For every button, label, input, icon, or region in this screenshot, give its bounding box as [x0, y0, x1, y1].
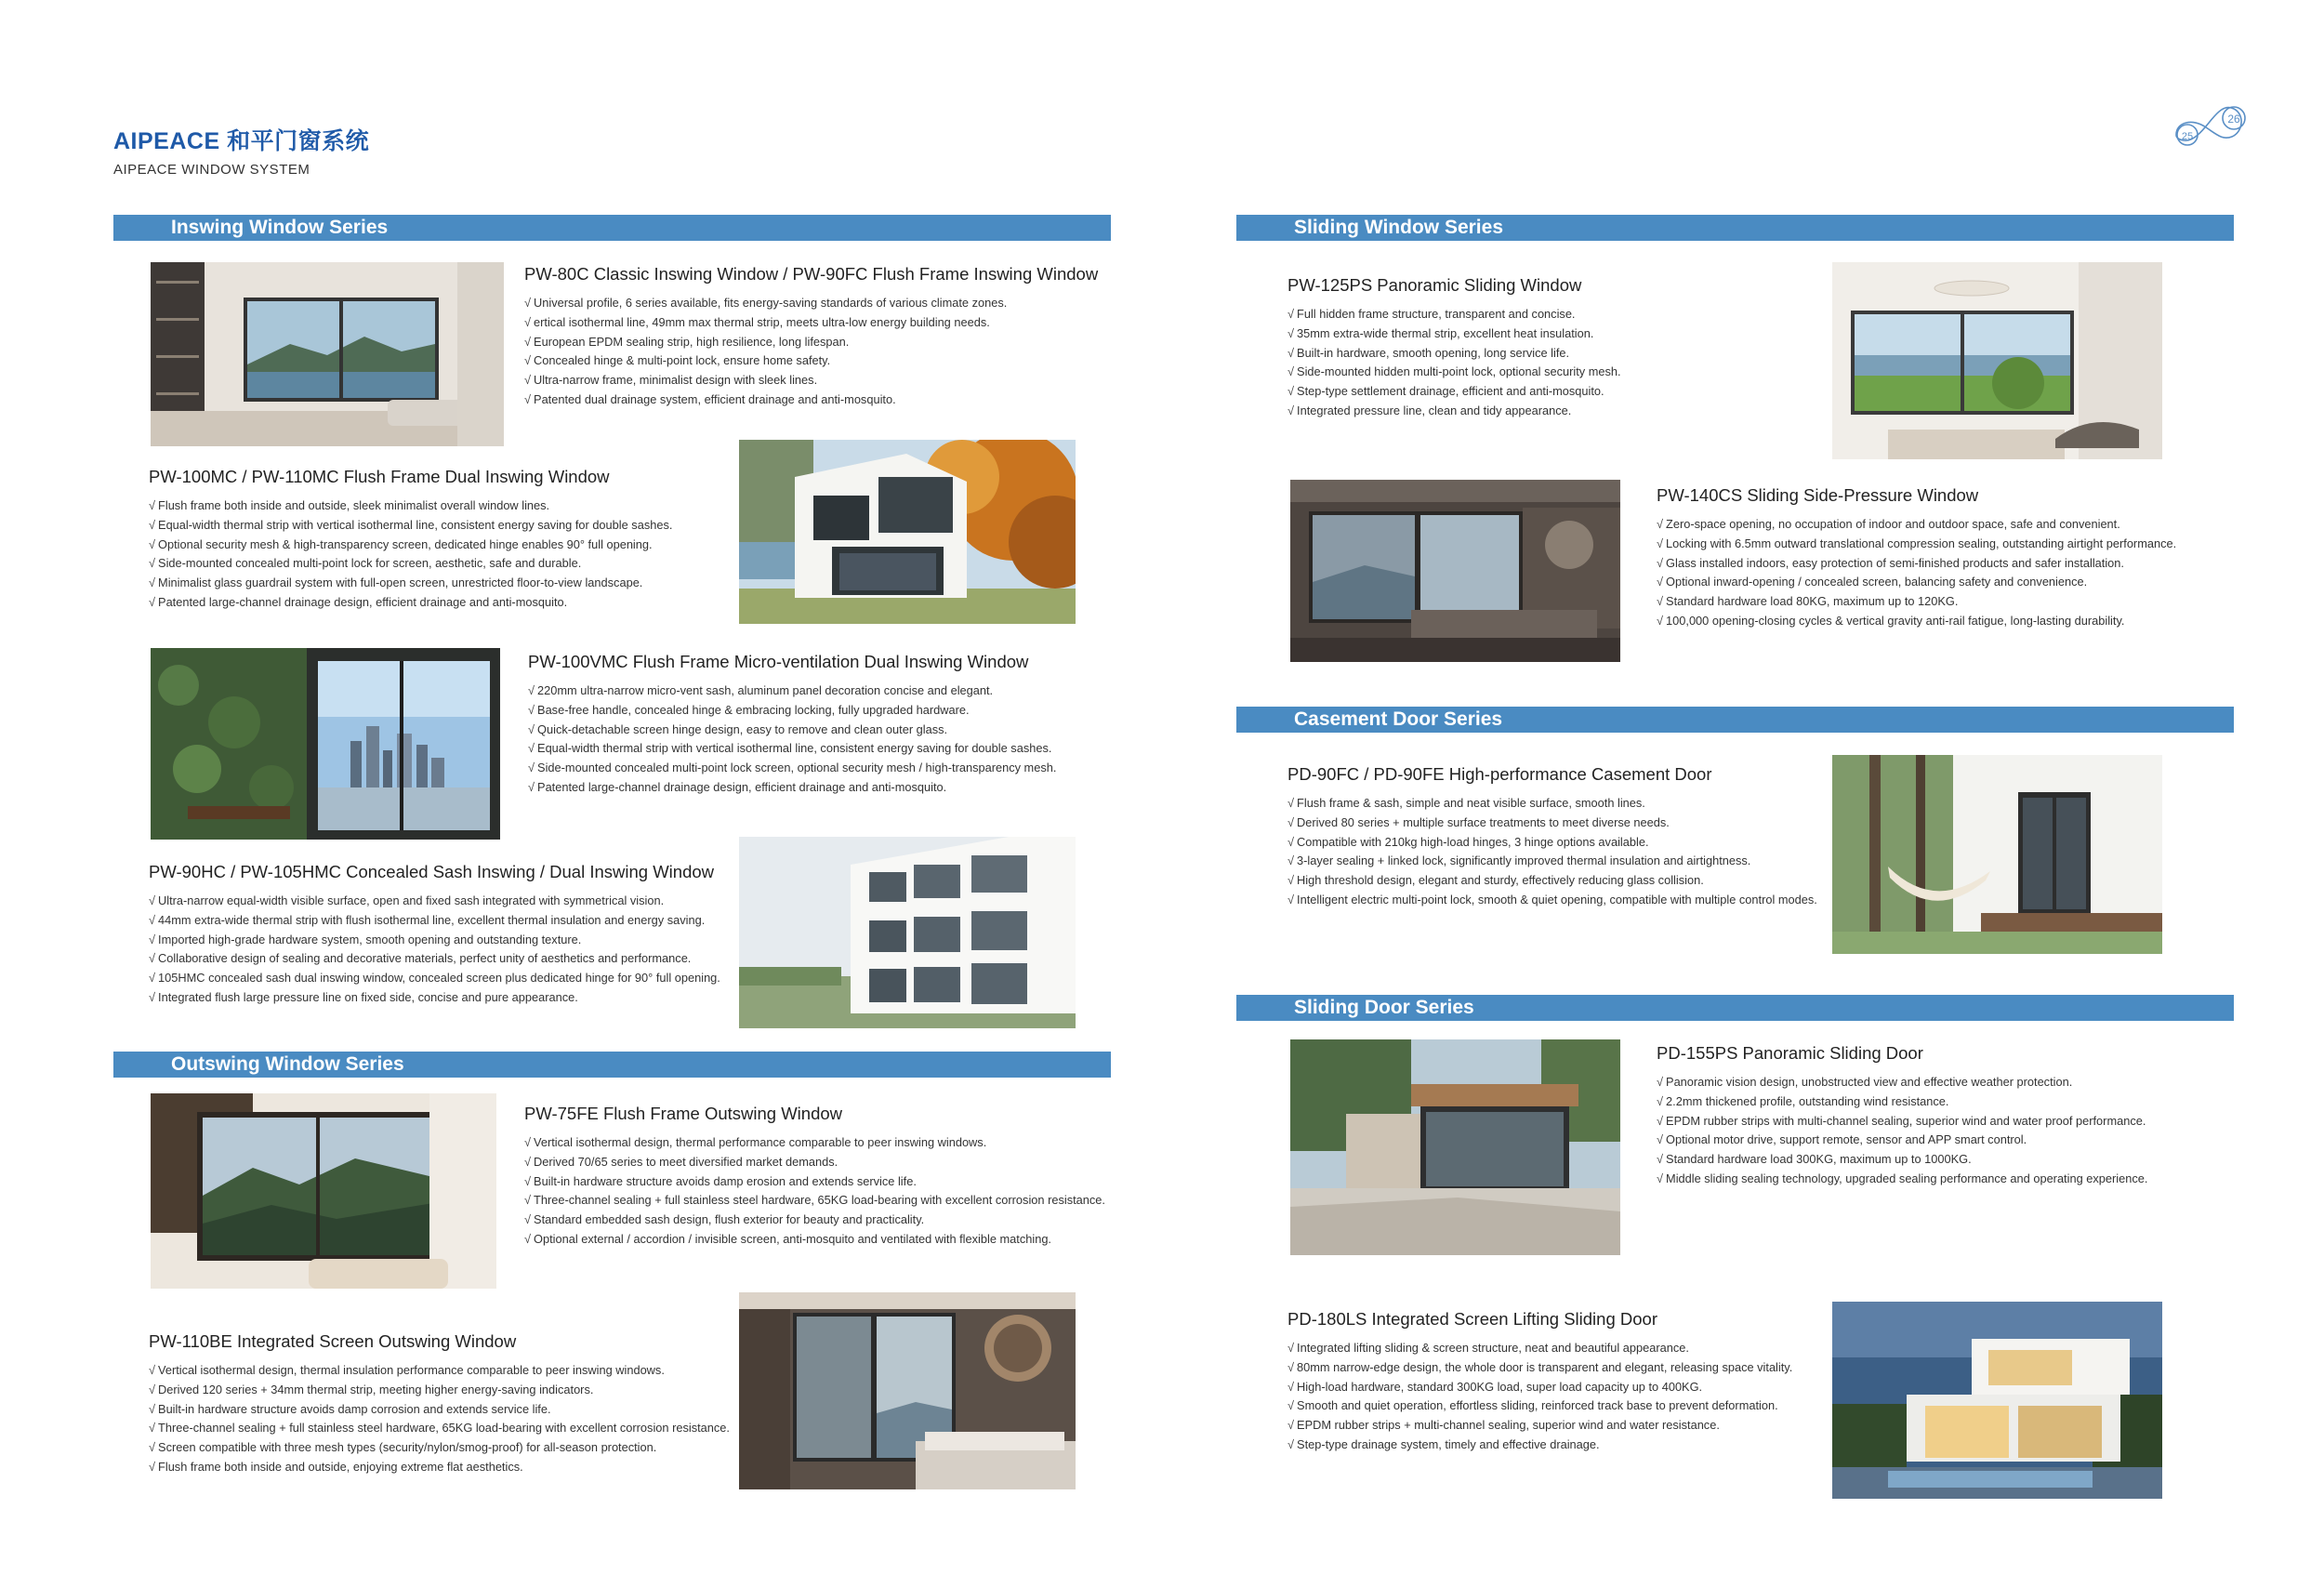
check-icon: √ — [149, 556, 156, 571]
feature-item — [149, 1361, 730, 1381]
check-icon: √ — [149, 1382, 156, 1396]
feature-item — [524, 1191, 1119, 1211]
feature-item — [149, 1400, 730, 1420]
feature-text: Screen compatible with three mesh types (security/nylon/smog-proof) for all-season protection. — [158, 1440, 657, 1455]
check-icon: √ — [149, 1401, 156, 1416]
feature-item — [524, 1211, 1119, 1230]
feature-item — [524, 313, 1098, 333]
feature-text: 35mm extra-wide thermal strip, excellent heat insulation. — [1297, 325, 1594, 340]
check-icon: √ — [524, 353, 532, 368]
check-icon: √ — [1287, 873, 1295, 888]
check-icon: √ — [1657, 575, 1664, 589]
photo-pw125ps-living-room — [1832, 262, 2162, 459]
product-title: PD-180LS Integrated Screen Lifting Sliding Door — [1287, 1309, 1657, 1329]
check-icon: √ — [149, 971, 156, 986]
feature-item — [528, 701, 1056, 721]
feature-text: Step-type settlement drainage, efficient and anti-mosquito. — [1297, 384, 1604, 399]
feature-text: Middle sliding sealing technology, upgraded sealing performance and operating experience. — [1666, 1171, 2148, 1185]
feature-text: Full hidden frame structure, transparent and concise. — [1297, 307, 1576, 321]
product-pw100mc — [149, 467, 672, 613]
feature-text: Flush frame both inside and outside, enjoying extreme flat aesthetics. — [158, 1459, 523, 1474]
check-icon: √ — [1287, 384, 1295, 399]
section-casement-door: Casement Door Series — [1236, 707, 2234, 733]
feature-text: Zero-space opening, no occupation of indoor and outdoor space, safe and convenient. — [1666, 517, 2120, 531]
feature-text: Optional external / accordion / invisible screen, anti-mosquito and ventilated with flexible matching. — [534, 1231, 1051, 1246]
check-icon: √ — [149, 932, 156, 946]
feature-item — [1287, 891, 1817, 910]
feature-list — [1287, 305, 1621, 421]
check-icon: √ — [524, 1193, 532, 1208]
check-icon: √ — [1287, 854, 1295, 868]
feature-item — [149, 969, 734, 988]
feature-text: High-load hardware, standard 300KG load, super load capacity up to 400KG. — [1297, 1379, 1703, 1394]
feature-list — [524, 294, 1098, 410]
feature-item — [1287, 814, 1817, 833]
photo-pw110be-bedroom — [739, 1292, 1076, 1489]
photo-pw100mc-house — [739, 440, 1076, 624]
feature-text: 105HMC concealed sash dual inswing window, concealed screen plus dedicated hinge for 90° full opening. — [158, 971, 720, 986]
feature-text: Side-mounted concealed multi-point lock for screen, aesthetic, safe and durable. — [158, 556, 582, 571]
check-icon: √ — [1657, 1171, 1664, 1185]
feature-item — [1657, 573, 2186, 592]
feature-item — [149, 536, 672, 555]
photo-pd155ps-house — [1290, 1039, 1620, 1255]
feature-text: Side-mounted hidden multi-point lock, optional security mesh. — [1297, 364, 1621, 379]
feature-item — [524, 333, 1098, 352]
feature-text: Integrated pressure line, clean and tidy appearance. — [1297, 403, 1572, 417]
feature-text: Panoramic vision design, unobstructed view and effective weather protection. — [1666, 1075, 2073, 1089]
feature-text: Patented large-channel drainage design, efficient drainage and anti-mosquito. — [537, 779, 947, 794]
photo-pw140cs-lounge — [1290, 480, 1620, 662]
logo-infinity-icon — [2172, 94, 2247, 155]
feature-item — [149, 911, 734, 931]
feature-text: Glass installed indoors, easy protection of semi-finished products and safer installation. — [1666, 555, 2124, 570]
product-title: PW-90HC / PW-105HMC Concealed Sash Inswing / Dual Inswing Window — [149, 862, 715, 881]
photo-pw90hc-building — [739, 837, 1076, 1028]
feature-text: Quick-detachable screen hinge design, easy to remove and clean outer glass. — [537, 721, 948, 736]
check-icon: √ — [524, 334, 532, 349]
feature-item — [1287, 344, 1621, 364]
feature-text: Equal-width thermal strip with vertical isothermal line, consistent energy saving for double sashes. — [158, 517, 673, 532]
feature-text: Locking with 6.5mm outward translational compression sealing, outstanding airtight performance. — [1666, 536, 2177, 550]
brand-title: AIPEACE 和平门窗系统 — [113, 128, 370, 154]
feature-item — [524, 294, 1098, 313]
feature-item — [149, 1458, 730, 1477]
check-icon: √ — [1287, 1359, 1295, 1374]
feature-item — [149, 931, 734, 950]
check-icon: √ — [149, 594, 156, 609]
feature-item — [524, 1133, 1119, 1153]
feature-text: Universal profile, 6 series available, fits energy-saving standards of various climate zones. — [534, 296, 1008, 310]
feature-text: EPDM rubber strips with multi-channel sealing, superior wind and water proof performance. — [1666, 1113, 2146, 1128]
feature-item — [1657, 1170, 2147, 1189]
feature-text: Three-channel sealing + full stainless steel hardware, 65KG load-bearing with excellent corrosion resistance. — [158, 1421, 730, 1436]
feature-text: Standard hardware load 300KG, maximum up to 1000KG. — [1666, 1152, 1972, 1167]
feature-item — [1657, 1150, 2147, 1170]
product-pw80c — [524, 264, 1098, 410]
feature-item — [528, 759, 1056, 778]
check-icon: √ — [149, 951, 156, 966]
feature-item — [1287, 402, 1621, 421]
feature-item — [1657, 554, 2186, 574]
feature-list — [528, 682, 1056, 798]
feature-text: 3-layer sealing + linked lock, significantly improved thermal insulation and airtightness. — [1297, 854, 1751, 868]
feature-text: Standard embedded sash design, flush exterior for beauty and practicality. — [534, 1212, 925, 1227]
check-icon: √ — [1287, 307, 1295, 321]
product-title: PD-90FC / PD-90FE High-performance Casement Door — [1287, 764, 1712, 784]
check-icon: √ — [149, 498, 156, 512]
check-icon: √ — [149, 989, 156, 1004]
feature-text: Optional inward-opening / concealed screen, balancing safety and convenience. — [1666, 575, 2088, 589]
feature-item — [1287, 794, 1817, 814]
check-icon: √ — [524, 1231, 532, 1246]
feature-text: Integrated lifting sliding & screen structure, neat and beautiful appearance. — [1297, 1341, 1689, 1355]
check-icon: √ — [528, 741, 535, 756]
check-icon: √ — [524, 1154, 532, 1169]
check-icon: √ — [524, 1173, 532, 1188]
feature-item — [149, 1381, 730, 1400]
feature-list — [1287, 794, 1817, 910]
feature-item — [524, 371, 1098, 390]
feature-item — [528, 682, 1056, 701]
check-icon: √ — [1657, 517, 1664, 531]
feature-text: 100,000 opening-closing cycles & vertical gravity anti-rail fatigue, long-lasting durability. — [1666, 613, 2125, 628]
feature-item — [1287, 1358, 1817, 1378]
check-icon: √ — [149, 1459, 156, 1474]
product-pw110be — [149, 1331, 730, 1477]
photo-pw100vmc-office — [151, 648, 500, 840]
feature-item — [149, 593, 672, 613]
feature-text: Compatible with 210kg high-load hinges, 3 hinge options available. — [1297, 834, 1649, 849]
feature-item — [149, 496, 672, 516]
product-pw100vmc — [528, 652, 1056, 798]
feature-item — [524, 1230, 1119, 1250]
feature-text: Derived 120 series + 34mm thermal strip, meeting higher energy-saving indicators. — [158, 1382, 594, 1396]
product-pw90hc — [149, 862, 734, 1008]
feature-item — [524, 1153, 1119, 1172]
feature-text: 220mm ultra-narrow micro-vent sash, aluminum panel decoration concise and elegant. — [537, 683, 994, 697]
feature-text: EPDM rubber strips + multi-channel sealing, superior wind and water resistance. — [1297, 1418, 1720, 1433]
feature-list — [149, 892, 734, 1008]
feature-item — [528, 739, 1056, 759]
feature-item — [1287, 1436, 1817, 1455]
photo-pw75fe-mountain — [151, 1093, 496, 1289]
product-title: PW-75FE Flush Frame Outswing Window — [524, 1104, 843, 1123]
feature-text: Base-free handle, concealed hinge & embracing locking, fully upgraded hardware. — [537, 702, 970, 717]
feature-item — [1657, 612, 2186, 631]
check-icon: √ — [1657, 594, 1664, 609]
feature-item — [524, 351, 1098, 371]
check-icon: √ — [149, 1363, 156, 1377]
feature-text: 44mm extra-wide thermal strip with flush isothermal line, excellent thermal insulation and energy saving. — [158, 912, 706, 927]
check-icon: √ — [1287, 1398, 1295, 1413]
feature-item — [524, 390, 1098, 410]
check-icon: √ — [1657, 555, 1664, 570]
feature-item — [1657, 592, 2186, 612]
feature-text: High threshold design, elegant and sturdy, effectively reducing glass collision. — [1297, 873, 1704, 888]
photo-pd90fc-garden — [1832, 755, 2162, 954]
feature-text: Built-in hardware, smooth opening, long service life. — [1297, 345, 1570, 360]
feature-text: Derived 80 series + multiple surface treatments to meet diverse needs. — [1297, 814, 1670, 829]
feature-list — [1657, 1073, 2147, 1189]
check-icon: √ — [528, 721, 535, 736]
check-icon: √ — [1287, 403, 1295, 417]
feature-text: Derived 70/65 series to meet diversified market demands. — [534, 1154, 838, 1169]
feature-text: Vertical isothermal design, thermal insulation performance comparable to peer inswing windows. — [158, 1363, 665, 1377]
feature-item — [1657, 535, 2186, 554]
check-icon: √ — [1287, 345, 1295, 360]
feature-item — [149, 1419, 730, 1438]
check-icon: √ — [1287, 796, 1295, 810]
check-icon: √ — [524, 373, 532, 388]
feature-item — [1287, 852, 1817, 871]
feature-text: Patented large-channel drainage design, efficient drainage and anti-mosquito. — [158, 594, 568, 609]
check-icon: √ — [1287, 325, 1295, 340]
product-pw125ps — [1287, 275, 1621, 421]
feature-item — [1287, 382, 1621, 402]
feature-text: Equal-width thermal strip with vertical isothermal line, consistent energy saving for double sashes. — [537, 741, 1052, 756]
feature-item — [528, 778, 1056, 798]
feature-text: Built-in hardware structure avoids damp corrosion and extends service life. — [158, 1401, 551, 1416]
feature-text: Concealed hinge & multi-point lock, ensure home safety. — [534, 353, 831, 368]
check-icon: √ — [149, 1440, 156, 1455]
feature-item — [149, 949, 734, 969]
check-icon: √ — [1657, 536, 1664, 550]
check-icon: √ — [1287, 1341, 1295, 1355]
check-icon: √ — [524, 314, 532, 329]
check-icon: √ — [524, 1212, 532, 1227]
feature-text: Three-channel sealing + full stainless steel hardware, 65KG load-bearing with excellent corrosion resistance. — [534, 1193, 1105, 1208]
section-sliding-window: Sliding Window Series — [1236, 215, 2234, 241]
photo-pd180ls-villa — [1832, 1302, 2162, 1499]
check-icon: √ — [1657, 1075, 1664, 1089]
feature-text: Side-mounted concealed multi-point lock screen, optional security mesh / high-transparency mesh. — [537, 761, 1057, 775]
brand-subtitle: AIPEACE WINDOW SYSTEM — [113, 162, 310, 178]
check-icon: √ — [149, 536, 156, 551]
feature-item — [1287, 871, 1817, 891]
check-icon: √ — [524, 1135, 532, 1149]
feature-item — [1287, 363, 1621, 382]
product-title: PW-110BE Integrated Screen Outswing Window — [149, 1331, 517, 1351]
feature-item — [528, 721, 1056, 740]
feature-text: Built-in hardware structure avoids damp erosion and extends service life. — [534, 1173, 917, 1188]
check-icon: √ — [1287, 1436, 1295, 1451]
check-icon: √ — [1287, 834, 1295, 849]
check-icon: √ — [1287, 1418, 1295, 1433]
feature-item — [524, 1172, 1119, 1192]
feature-text: 2.2mm thickened profile, outstanding wind resistance. — [1666, 1093, 1949, 1108]
logo-number-bottom: 25 — [2181, 131, 2194, 142]
check-icon: √ — [1287, 892, 1295, 906]
feature-text: Ultra-narrow frame, minimalist design with sleek lines. — [534, 373, 818, 388]
check-icon: √ — [1657, 613, 1664, 628]
feature-text: Minimalist glass guardrail system with full-open screen, unrestricted floor-to-view landscape. — [158, 576, 643, 590]
check-icon: √ — [149, 517, 156, 532]
feature-text: Collaborative design of sealing and decorative materials, perfect unity of aesthetics and performance. — [158, 951, 692, 966]
product-pw75fe — [524, 1104, 1119, 1250]
feature-list — [524, 1133, 1119, 1250]
check-icon: √ — [1287, 1379, 1295, 1394]
feature-item — [1657, 1073, 2147, 1092]
check-icon: √ — [528, 702, 535, 717]
photo-pw80c-living-room — [151, 262, 504, 446]
feature-text: Ultra-narrow equal-width visible surface, open and fixed sash integrated with symmetrical vision. — [158, 893, 665, 907]
feature-list — [1657, 515, 2186, 631]
feature-text: Intelligent electric multi-point lock, smooth & quiet opening, compatible with multiple control modes. — [1297, 892, 1817, 906]
section-outswing: Outswing Window Series — [113, 1052, 1111, 1078]
check-icon: √ — [528, 683, 535, 697]
check-icon: √ — [149, 912, 156, 927]
product-pd155ps — [1657, 1043, 2147, 1189]
feature-item — [1287, 324, 1621, 344]
feature-text: 80mm narrow-edge design, the whole door is transparent and elegant, releasing space vitality. — [1297, 1359, 1793, 1374]
feature-text: Flush frame both inside and outside, sleek minimalist overall window lines. — [158, 498, 550, 512]
feature-item — [1657, 1112, 2147, 1131]
feature-text: ertical isothermal line, 49mm max thermal strip, meets ultra-low energy building needs. — [534, 314, 990, 329]
check-icon: √ — [1657, 1113, 1664, 1128]
feature-text: Optional security mesh & high-transparency screen, dedicated hinge enables 90° full opening. — [158, 536, 653, 551]
feature-item — [149, 1438, 730, 1458]
feature-text: Vertical isothermal design, thermal performance comparable to peer inswing windows. — [534, 1135, 987, 1149]
feature-text: Optional motor drive, support remote, sensor and APP smart control. — [1666, 1132, 2027, 1147]
brand-header — [113, 123, 369, 178]
feature-item — [1657, 515, 2186, 535]
product-title: PD-155PS Panoramic Sliding Door — [1657, 1043, 1923, 1063]
product-pd180ls — [1287, 1309, 1817, 1455]
feature-item — [149, 988, 734, 1008]
feature-text: Smooth and quiet operation, effortless sliding, reinforced track base to prevent deformation. — [1297, 1398, 1778, 1413]
feature-list — [149, 496, 672, 613]
check-icon: √ — [1657, 1152, 1664, 1167]
feature-item — [149, 554, 672, 574]
product-title: PW-80C Classic Inswing Window / PW-90FC Flush Frame Inswing Window — [524, 264, 1099, 284]
feature-item — [149, 516, 672, 536]
check-icon: √ — [524, 296, 532, 310]
check-icon: √ — [528, 779, 535, 794]
check-icon: √ — [149, 576, 156, 590]
feature-text: European EPDM sealing strip, high resilience, long lifespan. — [534, 334, 850, 349]
feature-text: Step-type drainage system, timely and effective drainage. — [1297, 1436, 1600, 1451]
check-icon: √ — [1657, 1132, 1664, 1147]
feature-list — [149, 1361, 730, 1477]
feature-list — [1287, 1339, 1817, 1455]
check-icon: √ — [149, 893, 156, 907]
feature-text: Integrated flush large pressure line on fixed side, concise and pure appearance. — [158, 989, 578, 1004]
check-icon: √ — [149, 1421, 156, 1436]
check-icon: √ — [1287, 364, 1295, 379]
product-pd90fc — [1287, 764, 1817, 910]
check-icon: √ — [524, 391, 532, 406]
feature-item — [1287, 1378, 1817, 1397]
feature-item — [1287, 1339, 1817, 1358]
product-title: PW-125PS Panoramic Sliding Window — [1287, 275, 1582, 295]
feature-item — [1287, 1396, 1817, 1416]
logo-number-top: 26 — [2227, 112, 2240, 126]
feature-item — [1657, 1131, 2147, 1150]
section-sliding-door: Sliding Door Series — [1236, 995, 2234, 1021]
feature-item — [1657, 1092, 2147, 1112]
product-title: PW-100VMC Flush Frame Micro-ventilation Dual Inswing Window — [528, 652, 1029, 671]
check-icon: √ — [528, 761, 535, 775]
feature-item — [1287, 305, 1621, 324]
feature-item — [1287, 1416, 1817, 1436]
feature-text: Patented dual drainage system, efficient drainage and anti-mosquito. — [534, 391, 896, 406]
product-title: PW-140CS Sliding Side-Pressure Window — [1657, 485, 1979, 505]
feature-item — [149, 574, 672, 593]
product-title: PW-100MC / PW-110MC Flush Frame Dual Inswing Window — [149, 467, 610, 486]
feature-item — [1287, 833, 1817, 853]
feature-text: Imported high-grade hardware system, smooth opening and outstanding texture. — [158, 932, 582, 946]
feature-item — [149, 892, 734, 911]
check-icon: √ — [1287, 814, 1295, 829]
product-pw140cs — [1657, 485, 2186, 631]
feature-text: Standard hardware load 80KG, maximum up to 120KG. — [1666, 594, 1959, 609]
feature-text: Flush frame & sash, simple and neat visible surface, smooth lines. — [1297, 796, 1645, 810]
check-icon: √ — [1657, 1093, 1664, 1108]
section-inswing: Inswing Window Series — [113, 215, 1111, 241]
